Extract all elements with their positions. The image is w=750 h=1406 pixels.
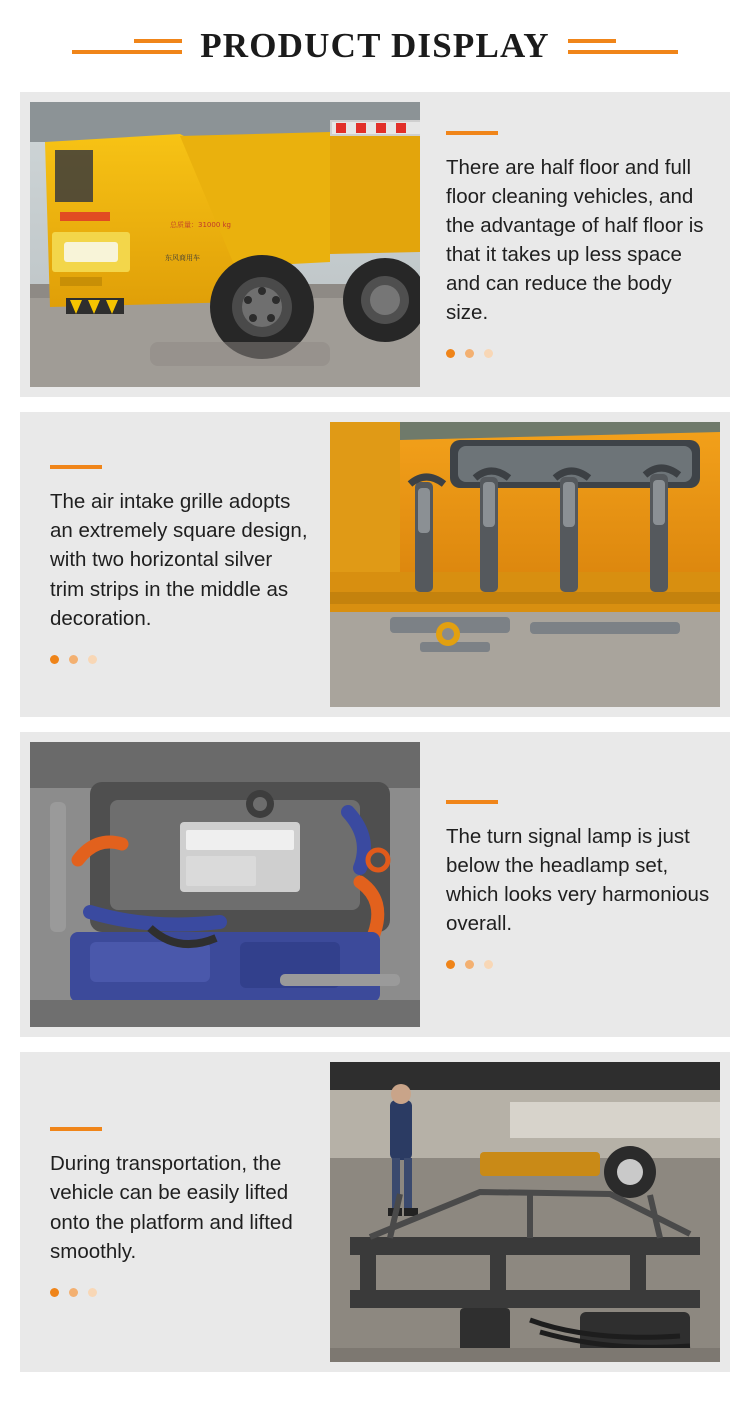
header-rule-left xyxy=(72,39,182,54)
dot-3[interactable] xyxy=(484,349,493,358)
product-photo-engine xyxy=(30,742,420,1027)
product-card xyxy=(20,412,730,717)
product-card xyxy=(20,1052,730,1372)
dot-2[interactable] xyxy=(465,960,474,969)
hydraulic-cylinders-illustration xyxy=(330,422,720,707)
page-title: PRODUCT DISPLAY xyxy=(200,26,550,65)
dot-2[interactable] xyxy=(69,655,78,664)
accent-bar xyxy=(50,1127,102,1131)
card-copy xyxy=(420,92,730,397)
accent-bar xyxy=(446,800,498,804)
card-copy xyxy=(20,412,330,717)
engine-compartment-illustration xyxy=(30,742,420,1027)
dot-3[interactable] xyxy=(484,960,493,969)
rule-bar xyxy=(568,50,678,54)
accent-bar xyxy=(446,131,498,135)
chassis-frame-illustration xyxy=(330,1062,720,1362)
header-rule-right xyxy=(568,39,678,54)
dot-1[interactable] xyxy=(50,1288,59,1297)
card-text: During transportation, the vehicle can be easily lifted onto the platform and lifted smoothly. xyxy=(50,1152,293,1263)
rule-bar xyxy=(134,39,182,43)
truck-front-illustration xyxy=(30,102,420,387)
svg-text:东风商用车: 东风商用车 xyxy=(165,254,200,262)
dot-1[interactable] xyxy=(446,960,455,969)
card-copy xyxy=(420,732,730,1037)
dot-1[interactable] xyxy=(50,655,59,664)
dot-2[interactable] xyxy=(69,1288,78,1297)
card-text: The turn signal lamp is just below the headlamp set, which looks very harmonious overall. xyxy=(446,824,710,936)
rule-bar xyxy=(568,39,616,43)
product-card xyxy=(20,732,730,1037)
rule-bar xyxy=(72,50,182,54)
page-header xyxy=(20,0,730,92)
dot-2[interactable] xyxy=(465,349,474,358)
pagination-dots[interactable] xyxy=(446,349,710,358)
product-photo-chassis xyxy=(330,1062,720,1362)
dot-3[interactable] xyxy=(88,1288,97,1297)
svg-text:总质量：31000 kg: 总质量：31000 kg xyxy=(170,221,231,229)
dot-3[interactable] xyxy=(88,655,97,664)
pagination-dots[interactable] xyxy=(446,960,710,969)
dot-1[interactable] xyxy=(446,349,455,358)
card-text: The air intake grille adopts an extremely square design, with two horizontal silver trim strips in the middle as decoration. xyxy=(50,490,308,630)
product-card xyxy=(20,92,730,397)
product-photo-hydraulic-cylinders xyxy=(330,422,720,707)
card-copy xyxy=(20,1052,330,1372)
card-text: There are half floor and full floor cleaning vehicles, and the advantage of half floor is that it takes up less space and can reduce the body size. xyxy=(446,155,704,325)
accent-bar xyxy=(50,465,102,469)
pagination-dots[interactable] xyxy=(50,1288,308,1297)
pagination-dots[interactable] xyxy=(50,655,308,664)
product-photo-truck-front xyxy=(30,102,420,387)
